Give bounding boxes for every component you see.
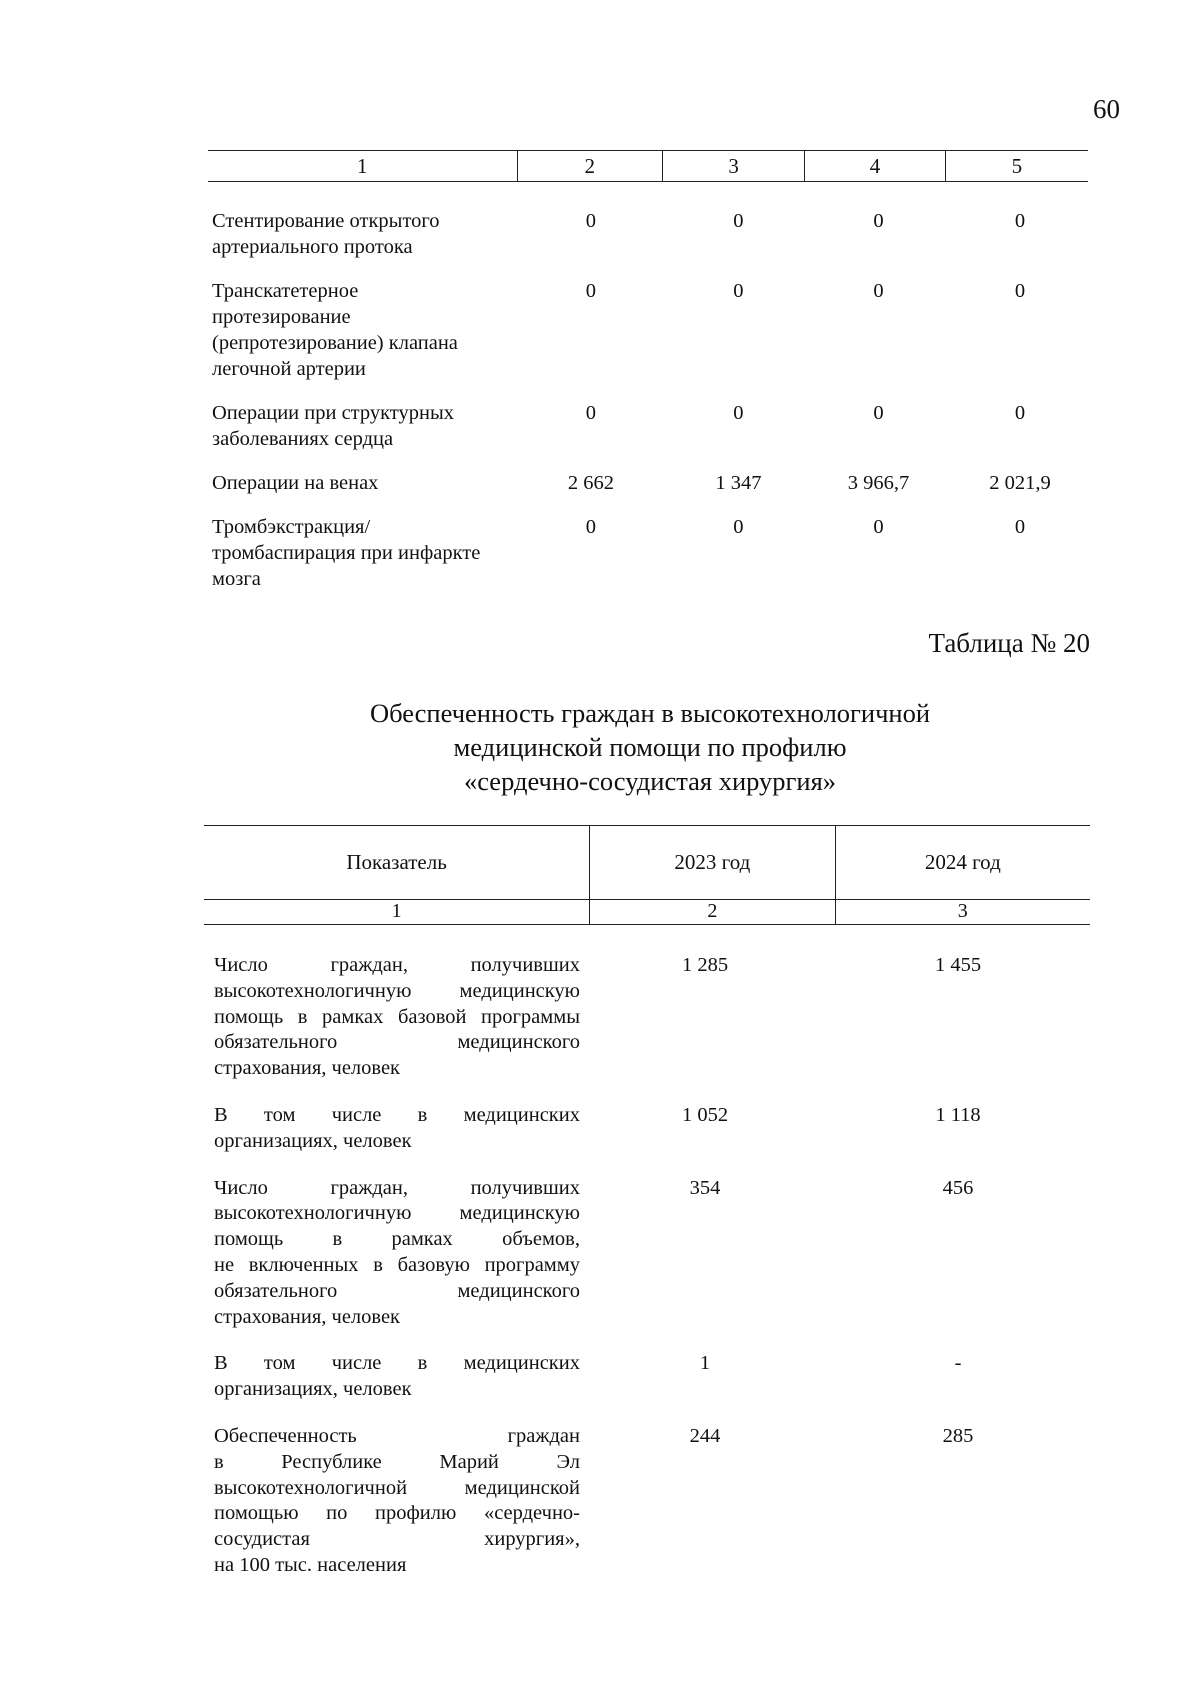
- header-indicator: Показатель: [346, 850, 447, 874]
- cell-value: 1: [699, 1352, 711, 1375]
- table-row: [212, 470, 1092, 496]
- cell-value: 1 455: [934, 954, 982, 976]
- cell-value: 0: [1014, 210, 1026, 232]
- row-label: В том числе в медицинских организациях, человек: [214, 1352, 580, 1401]
- row-label: Обеспеченность граждан в Республике Марий Эл высокотехнологичной медицинской помощью по профилю «сердечно- сосудистая хирургия», на 100 тыс. населения: [214, 1424, 580, 1576]
- cell-value: -: [954, 1352, 962, 1375]
- table-row: [214, 1176, 1094, 1331]
- table-title: Обеспеченность граждан в высокотехнологичной медицинской помощи по профилю «сердечно-сосудистая хирургия»: [369, 698, 931, 796]
- cell-value: 0: [873, 516, 884, 538]
- table-row: [212, 278, 1092, 382]
- table-row: [214, 1103, 1094, 1155]
- row-label: Число граждан, получивших высокотехнологичную медицинскую помощь в рамках базовой программы обязательного медицинского страхования, человек: [214, 954, 580, 1080]
- table1-col-2: 2: [517, 151, 662, 181]
- cell-value: 0: [873, 210, 884, 232]
- cell-value: 0: [733, 280, 744, 302]
- cell-value: 0: [733, 402, 744, 424]
- cell-value: 0: [585, 516, 597, 538]
- cell-value: 1 118: [935, 1103, 981, 1126]
- col-number: 1: [391, 899, 402, 922]
- header-2023: 2023 год: [589, 826, 834, 899]
- cell-value: 0: [585, 210, 597, 232]
- cell-value: 0: [585, 280, 597, 302]
- row-label: Операции при структурных заболеваниях сердца: [212, 402, 454, 450]
- cell-value: 0: [1014, 280, 1026, 302]
- cell-value: 2 021,9: [989, 472, 1051, 494]
- row-label: Число граждан, получивших высокотехнологичную медицинскую помощь в рамках объемов, не включенных в базовую программу обязательного медицинского страхования, человек: [214, 1176, 580, 1328]
- cell-value: 354: [689, 1176, 721, 1199]
- table-number: Таблица № 20: [928, 628, 1090, 658]
- table2-header: [204, 825, 1090, 900]
- table2-body: [214, 953, 1094, 1600]
- cell-value: 1 347: [715, 472, 762, 494]
- table-row: [212, 208, 1092, 260]
- table1-header: [208, 150, 1088, 182]
- col-number: 2: [589, 898, 834, 924]
- page-number: 60: [1093, 94, 1120, 124]
- table-row: [214, 1351, 1094, 1403]
- row-label: Стентирование открытого артериального протока: [212, 210, 440, 258]
- row-label: В том числе в медицинских организациях, человек: [214, 1103, 580, 1152]
- row-label: Транскатетерное протезирование (репротезирование) клапана легочной артерии: [212, 280, 458, 380]
- table-row: [214, 1424, 1094, 1579]
- table1-col-3: 3: [662, 151, 804, 181]
- cell-value: 1 052: [681, 1103, 729, 1126]
- table1-body: [212, 208, 1092, 610]
- cell-value: 2 662: [567, 472, 614, 494]
- table-row: [214, 953, 1094, 1082]
- cell-value: 1 285: [681, 954, 729, 976]
- cell-value: 0: [873, 280, 884, 302]
- col-number: 3: [835, 898, 1090, 924]
- cell-value: 0: [733, 210, 744, 232]
- cell-value: 0: [1014, 516, 1026, 538]
- cell-value: 0: [733, 516, 744, 538]
- table1-col-5: 5: [945, 151, 1088, 181]
- cell-value: 456: [942, 1176, 974, 1199]
- cell-value: 3 966,7: [847, 472, 910, 494]
- cell-value: 0: [1014, 402, 1026, 424]
- table-row: [212, 514, 1092, 592]
- cell-value: 285: [942, 1424, 974, 1447]
- row-label: Операции на венах: [212, 472, 379, 494]
- cell-value: 0: [873, 402, 884, 424]
- cell-value: 0: [585, 402, 597, 424]
- header-2024: 2024 год: [835, 826, 1090, 899]
- row-label: Тромбэкстракция/ тромбаспирация при инфаркте мозга: [212, 516, 481, 590]
- table-row: [212, 400, 1092, 452]
- table1-col-1: 1: [357, 153, 368, 178]
- cell-value: 244: [689, 1424, 721, 1447]
- table2-column-numbers: [204, 898, 1090, 925]
- table1-col-4: 4: [804, 151, 944, 181]
